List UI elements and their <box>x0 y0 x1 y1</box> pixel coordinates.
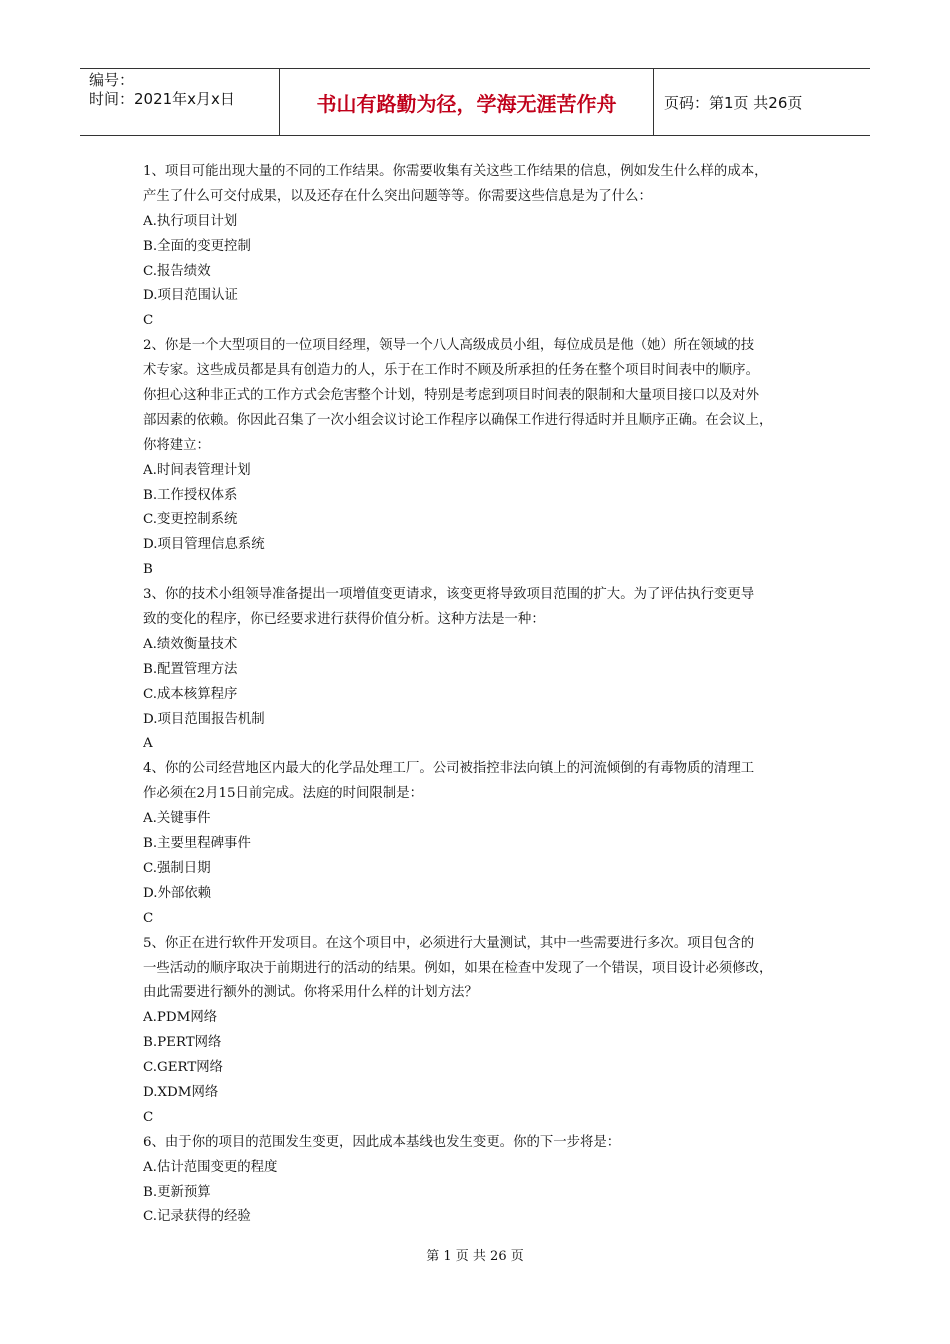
text-line: 4、你的公司经营地区内最大的化学品处理工厂。公司被指控非法向镇上的河流倾倒的有毒物质的清理工 <box>143 761 755 777</box>
text-line: 1、项目可能出现大量的不同的工作结果。你需要收集有关这些工作结果的信息，例如发生什么样的成本， <box>143 164 768 179</box>
header-meta <box>80 69 280 135</box>
text-line: B.全面的变更控制 <box>143 238 251 254</box>
text-line: C.强制日期 <box>143 860 211 876</box>
text-line: C.报告绩效 <box>143 263 211 279</box>
time-label: 时间：2021年x月x日 <box>89 90 235 108</box>
text-line: D.项目范围认证 <box>143 288 238 304</box>
text-line: 部因素的依赖。你因此召集了一次小组会议讨论工作程序以确保工作进行得适时并且顺序正确。在会议上， <box>143 412 773 428</box>
text-line: C.GERT网络 <box>143 1060 224 1076</box>
text-line: C <box>143 313 154 329</box>
text-line: A.PDM网络 <box>143 1010 218 1026</box>
text-line: C.变更控制系统 <box>143 512 238 528</box>
text-line: A.估计范围变更的程度 <box>143 1159 278 1175</box>
text-line: 由此需要进行额外的测试。你将采用什么样的计划方法？ <box>143 985 478 1001</box>
text-line: 致的变化的程序，你已经要求进行获得价值分析。这种方法是一种： <box>143 612 545 628</box>
text-line: C <box>143 910 154 926</box>
text-line: A.绩效衡量技术 <box>143 636 238 652</box>
text-line: B.PERT网络 <box>143 1035 222 1051</box>
text-line: A.关键事件 <box>143 811 211 827</box>
text-line: B.配置管理方法 <box>143 661 238 677</box>
text-line: B.主要里程碑事件 <box>143 836 251 852</box>
text-line: D.项目管理信息系统 <box>143 537 265 553</box>
text-line: C.记录获得的经验 <box>143 1209 251 1225</box>
number-label: 编号： <box>89 71 135 89</box>
text-line: B.更新预算 <box>143 1184 211 1200</box>
text-line: B.工作授权体系 <box>143 487 238 503</box>
text-line: 5、你正在进行软件开发项目。在这个项目中，必须进行大量测试，其中一些需要进行多次。项目包含的 <box>143 935 755 951</box>
text-line: D.XDM网络 <box>143 1084 219 1100</box>
header-motto: 书山有路勤为径，学海无涯苦作舟 <box>280 69 654 135</box>
header-page-info: 页码：第1页 共26页 <box>664 93 803 112</box>
text-line: D.外部依赖 <box>143 885 212 901</box>
document-body <box>143 160 815 1230</box>
text-line: D.项目范围报告机制 <box>143 711 265 727</box>
text-line: 产生了什么可交付成果，以及还存在什么突出问题等等。你需要这些信息是为了什么： <box>143 188 652 204</box>
text-line: 术专家。这些成员都是具有创造力的人，乐于在工作时不顾及所承担的任务在整个项目时间表中的顺序。 <box>143 363 759 379</box>
text-line: 你担心这种非正式的工作方式会危害整个计划，特别是考虑到项目时间表的限制和大量项目接口以及对外 <box>143 388 759 404</box>
page-footer: 第 1 页 共 26 页 <box>426 1249 524 1264</box>
text-line: A <box>143 736 153 752</box>
text-line: A.执行项目计划 <box>143 213 238 229</box>
text-line: 6、由于你的项目的范围发生变更，因此成本基线也发生变更。你的下一步将是： <box>143 1134 621 1150</box>
text-line: C <box>143 1109 154 1125</box>
page-header <box>80 68 870 136</box>
text-line: 2、你是一个大型项目的一位项目经理，领导一个八人高级成员小组，每位成员是他（她）所在领域的技 <box>143 338 755 354</box>
text-line: 你将建立： <box>143 437 210 453</box>
text-line: 3、你的技术小组领导准备提出一项增值变更请求，该变更将导致项目范围的扩大。为了评估执行变更导 <box>143 587 755 603</box>
text-line: C.成本核算程序 <box>143 686 238 702</box>
text-line: 作必须在2月15日前完成。法庭的时间限制是： <box>143 786 423 802</box>
text-line: A.时间表管理计划 <box>143 462 251 478</box>
text-line: B <box>143 562 153 578</box>
text-line: 一些活动的顺序取决于前期进行的活动的结果。例如，如果在检查中发现了一个错误，项目设计必须修改， <box>143 960 773 976</box>
